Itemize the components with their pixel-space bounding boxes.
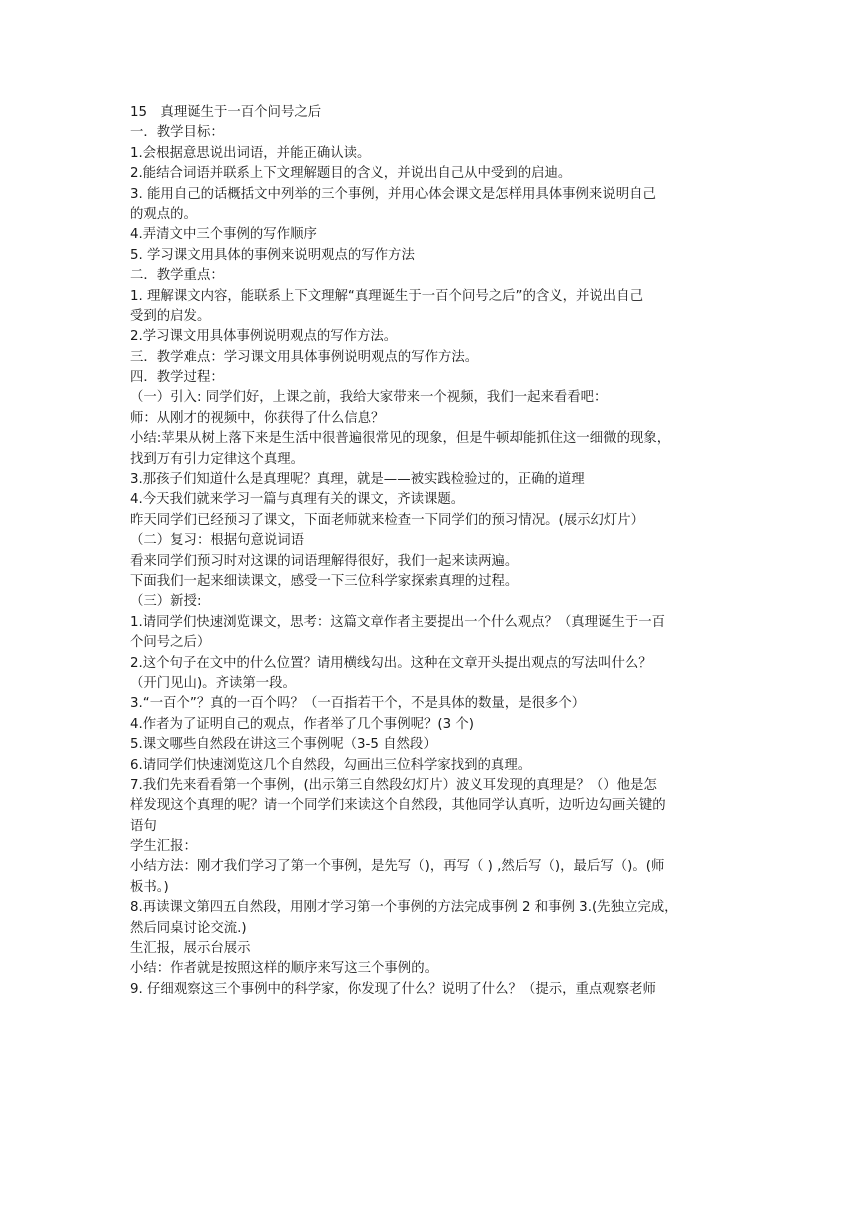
process-line: 4.作者为了证明自己的观点，作者举了几个事例呢？(3 个) — [130, 716, 474, 732]
key-point-item: 1. 理解课文内容，能联系上下文理解“真理诞生于一百个问号之后”的含义，并说出自己 — [130, 288, 643, 304]
process-line: 3.“一百个”？真的一百个吗？（一百指若干个，不是具体的数量，是很多个） — [130, 696, 586, 712]
objective-item-continued: 的观点的。 — [130, 206, 197, 222]
process-line: 5.课文哪些自然段在讲这三个事例呢（3-5 自然段） — [130, 737, 437, 753]
process-line: 7.我们先来看看第一个事例，(出示第三自然段幻灯片）波义耳发现的真理是？（）他是怎 — [130, 777, 657, 793]
process-line: 3.那孩子们知道什么是真理呢？真理，就是——被实践检验过的，正确的道理 — [130, 472, 585, 488]
process-line: 生汇报，展示台展示 — [130, 941, 251, 957]
process-line: 小结:苹果从树上落下来是生活中很普遍很常见的现象，但是牛顿却能抓住这一细微的现象， — [130, 431, 671, 447]
section-heading-difficulty: 三．教学难点：学习课文用具体事例说明观点的写作方法。 — [130, 349, 479, 365]
process-line: （开门见山)。齐读第一段。 — [130, 675, 296, 691]
objective-item: 3. 能用自己的话概括文中列举的三个事例，并用心体会课文是怎样用具体事例来说明自己 — [130, 186, 656, 202]
key-point-item-continued: 受到的启发。 — [130, 308, 211, 324]
key-point-item: 2.学习课文用具体事例说明观点的写作方法。 — [130, 329, 398, 345]
process-line: 样发现这个真理的呢？请一个同学们来读这个自然段，其他同学认真听，边听边勾画关键的 — [130, 798, 666, 814]
process-line: 小结方法：刚才我们学习了第一个事例，是先写（)，再写（ ) ,然后写（)，最后写（)。(师 — [130, 859, 665, 875]
objective-item: 1.会根据意思说出词语，并能正确认读。 — [130, 145, 371, 161]
process-line: 8.再读课文第四五自然段，用刚才学习第一个事例的方法完成事例 2 和事例 3.(先独立完成， — [130, 900, 678, 916]
process-line: 看来同学们预习时对这课的词语理解得很好，我们一起来读两遍。 — [130, 553, 519, 569]
process-line: 然后同桌讨论交流.) — [130, 920, 247, 936]
section-heading-objectives: 一．教学目标： — [130, 125, 224, 141]
objective-item: 5. 学习课文用具体的事例来说明观点的写作方法 — [130, 247, 415, 263]
process-line: 找到万有引力定律这个真理。 — [130, 451, 305, 467]
objective-item: 4.弄清文中三个事例的写作顺序 — [130, 227, 317, 243]
process-line: 下面我们一起来细读课文，感受一下三位科学家探索真理的过程。 — [130, 573, 519, 589]
process-line: 学生汇报： — [130, 839, 197, 855]
subsection-heading-review: （二）复习：根据句意说词语 — [130, 533, 305, 549]
document-page — [130, 103, 732, 1000]
process-line: 1.请同学们快速浏览课文，思考：这篇文章作者主要提出一个什么观点？（真理诞生于一百 — [130, 614, 666, 630]
section-heading-process: 四．教学过程： — [130, 370, 224, 386]
process-line: 小结：作者就是按照这样的顺序来写这三个事例的。 — [130, 961, 438, 977]
process-line: 4.今天我们就来学习一篇与真理有关的课文，齐读课题。 — [130, 492, 465, 508]
process-line: 2.这个句子在文中的什么位置？请用横线勾出。这种在文章开头提出观点的写法叫什么？ — [130, 655, 652, 671]
objective-item: 2.能结合词语并联系上下文理解题目的含义，并说出自己从中受到的启迪。 — [130, 166, 572, 182]
process-line: 6.请同学们快速浏览这几个自然段，勾画出三位科学家找到的真理。 — [130, 757, 532, 773]
process-line: （一）引入: 同学们好，上课之前，我给大家带来一个视频，我们一起来看看吧： — [130, 390, 608, 406]
subsection-heading-new-lesson: （三）新授: — [130, 594, 202, 610]
lesson-title: 15 真理诞生于一百个问号之后 — [130, 105, 322, 120]
section-heading-key-points: 二．教学重点： — [130, 268, 224, 284]
process-line: 语句 — [130, 818, 157, 834]
process-line: 师：从刚才的视频中，你获得了什么信息？ — [130, 410, 385, 426]
process-line: 板书。) — [130, 879, 169, 895]
process-line: 昨天同学们已经预习了课文，下面老师就来检查一下同学们的预习情况。(展示幻灯片） — [130, 512, 645, 528]
process-line: 9. 仔细观察这三个事例中的科学家，你发现了什么？说明了什么？（提示，重点观察老师 — [130, 981, 656, 997]
process-line: 个问号之后） — [130, 635, 211, 651]
